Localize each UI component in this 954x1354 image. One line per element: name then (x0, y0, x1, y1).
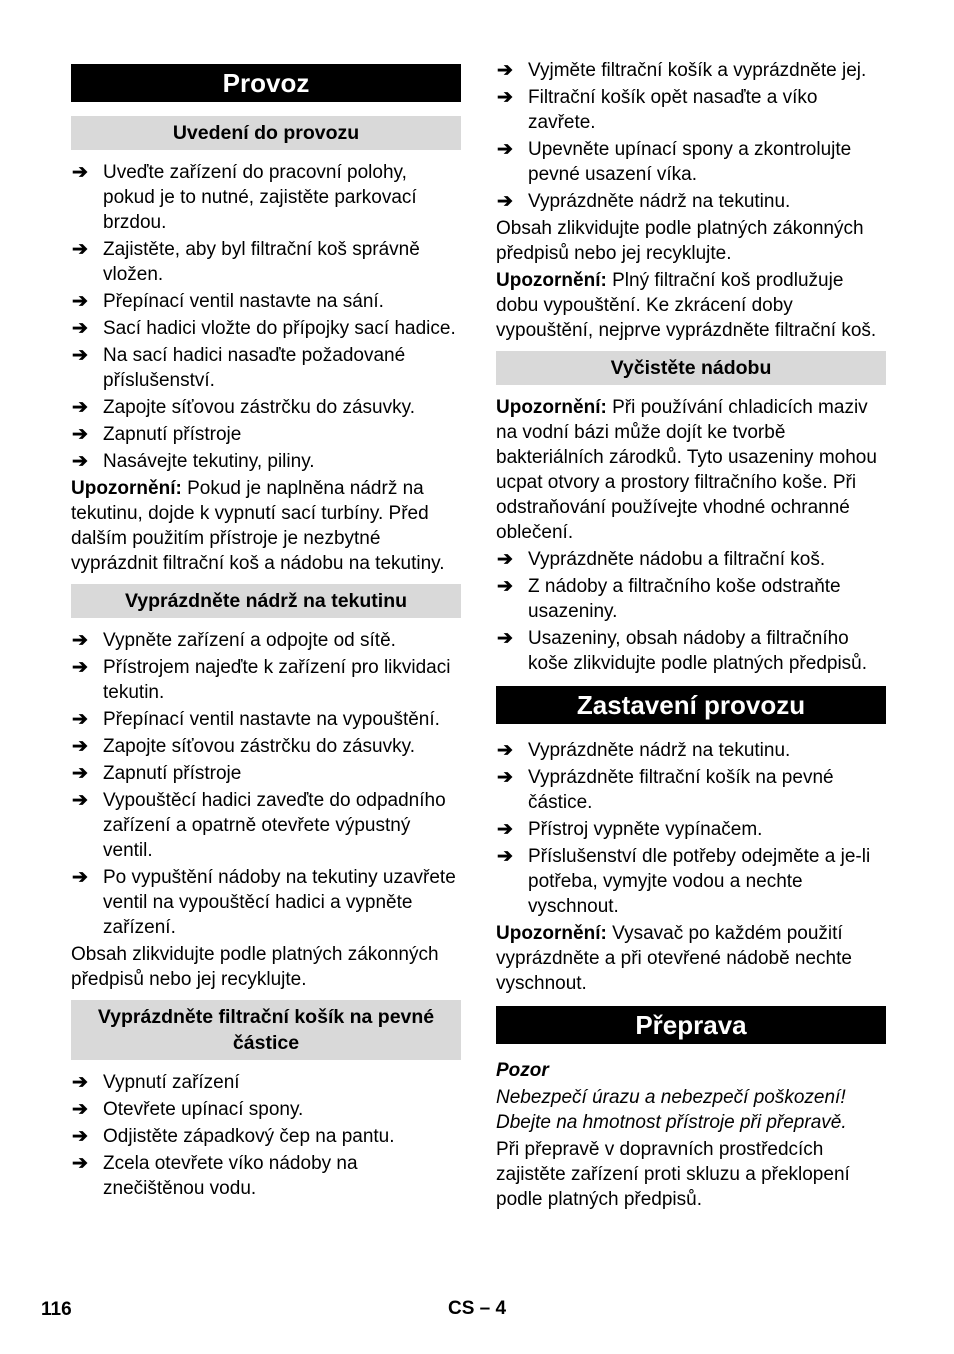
subsection-heading-uvedeni: Uvedení do provozu (71, 116, 461, 150)
arrow-right-icon: ➔ (497, 819, 513, 840)
list-item: ➔ Příslušenství dle potřeby odejměte a je-li potřeba, vymyjte vodou a nechte vyschnout. (497, 846, 871, 917)
list-item: ➔ Upevněte upínací spony a zkontrolujte pevné usazení víka. (497, 139, 852, 185)
subsection-heading-filtracni-kosik: Vyprázdněte filtrační košík na pevné částice (71, 1000, 461, 1060)
arrow-right-icon: ➔ (72, 736, 88, 757)
arrow-right-icon: ➔ (72, 867, 88, 888)
arrow-right-icon: ➔ (72, 1153, 88, 1174)
arrow-right-icon: ➔ (72, 239, 88, 260)
list-item: ➔ Zajistěte, aby byl filtrační koš správně vložen. (72, 239, 420, 285)
arrow-right-icon: ➔ (72, 790, 88, 811)
note-paragraph: Upozornění: Pokud je naplněna nádrž na tekutinu, dojde k vypnutí sací turbíny. Před dalším použitím přístroje je nezbytné vyprázdnit filtrační koš a nádobu na tekutiny. (71, 478, 445, 574)
arrow-right-icon: ➔ (72, 1126, 88, 1147)
list-item: ➔ Po vypuštění nádoby na tekutiny uzavřete ventil na vypouštěcí hadici a vypněte zařízení. (72, 867, 456, 938)
steps-uvedeni (71, 160, 461, 474)
arrow-right-icon: ➔ (497, 191, 513, 212)
list-item: ➔ Vyprázdněte nádrž na tekutinu. (497, 191, 791, 212)
arrow-right-icon: ➔ (72, 1099, 88, 1120)
right-column (496, 58, 886, 1214)
arrow-right-icon: ➔ (497, 139, 513, 160)
list-item: ➔ Otevřete upínací spony. (72, 1099, 304, 1120)
list-item: ➔ Zapojte síťovou zástrčku do zásuvky. (72, 397, 415, 418)
list-item: ➔ Vyjměte filtrační košík a vyprázdněte jej. (497, 60, 867, 81)
list-item: ➔ Přepínací ventil nastavte na vypouštění. (72, 709, 440, 730)
arrow-right-icon: ➔ (497, 549, 513, 570)
arrow-right-icon: ➔ (72, 345, 88, 366)
list-item: ➔ Z nádoby a filtračního koše odstraňte usazeniny. (497, 576, 841, 622)
steps-continued (496, 58, 886, 214)
list-item: ➔ Vypnutí zařízení (72, 1072, 240, 1093)
list-item: ➔ Zapnutí přístroje (72, 424, 242, 445)
list-item: ➔ Vyprázdněte nádrž na tekutinu. (497, 740, 791, 761)
arrow-right-icon: ➔ (497, 576, 513, 597)
list-item: ➔ Sací hadici vložte do přípojky sací hadice. (72, 318, 456, 339)
list-item: ➔ Na sací hadici nasaďte požadované příslušenství. (72, 345, 406, 391)
list-item: ➔ Přístroj vypněte vypínačem. (497, 819, 763, 840)
steps-zastaveni (496, 738, 886, 919)
list-item: ➔ Vypněte zařízení a odpojte od sítě. (72, 630, 396, 651)
body-paragraph: Obsah zlikvidujte podle platných zákonných předpisů nebo jej recyklujte. (496, 218, 864, 264)
arrow-right-icon: ➔ (72, 397, 88, 418)
arrow-right-icon: ➔ (72, 709, 88, 730)
arrow-right-icon: ➔ (497, 767, 513, 788)
warning-label: Pozor (496, 1060, 549, 1081)
section-title-zastaveni: Zastavení provozu (496, 686, 886, 724)
arrow-right-icon: ➔ (72, 657, 88, 678)
list-item: ➔ Vypouštěcí hadici zaveďte do odpadního zařízení a opatrně otevřete výpustný ventil. (72, 790, 446, 861)
subsection-heading-vyprazdnete-nadrz: Vyprázdněte nádrž na tekutinu (71, 584, 461, 618)
list-item: ➔ Přístrojem najeďte k zařízení pro likvidaci tekutin. (72, 657, 451, 703)
note-paragraph: Upozornění: Plný filtrační koš prodlužuje dobu vypouštění. Ke zkrácení doby vypouštění, nejprve vyprázdněte filtrační koš. (496, 270, 877, 341)
subsection-heading-vycistete-nadobu: Vyčistěte nádobu (496, 351, 886, 385)
note-paragraph: Upozornění: Při používání chladicích maziv na vodní bázi může dojít ke tvorbě bakteriálních zárodků. Tyto usazeniny mohou ucpat otvory a prostory filtračního koše. Při odstraňování používejte vhodné ochranné oblečení. (496, 397, 877, 543)
list-item: ➔ Usazeniny, obsah nádoby a filtračního koše zlikvidujte podle platných předpisů. (497, 628, 868, 674)
language-page-label: CS – 4 (448, 1298, 507, 1319)
list-item: ➔ Vyprázdněte nádobu a filtrační koš. (497, 549, 826, 570)
body-paragraph: Při přepravě v dopravních prostředcích zajistěte zařízení proti skluzu a překlopení podle platných předpisů. (496, 1139, 850, 1210)
warning-text: Nebezpečí úrazu a nebezpečí poškození! Dbejte na hmotnost přístroje při přepravě. (496, 1087, 847, 1133)
list-item: ➔ Filtrační košík opět nasaďte a víko zavřete. (497, 87, 818, 133)
list-item: ➔ Odjistěte západkový čep na pantu. (72, 1126, 395, 1147)
arrow-right-icon: ➔ (497, 846, 513, 867)
steps-vyprazdnete-nadrz (71, 628, 461, 940)
arrow-right-icon: ➔ (72, 318, 88, 339)
list-item: ➔ Zapnutí přístroje (72, 763, 242, 784)
arrow-right-icon: ➔ (72, 630, 88, 651)
section-title-preprava: Přeprava (496, 1006, 886, 1044)
list-item: ➔ Přepínací ventil nastavte na sání. (72, 291, 384, 312)
list-item: ➔ Nasávejte tekutiny, piliny. (72, 451, 315, 472)
arrow-right-icon: ➔ (72, 424, 88, 445)
body-paragraph: Obsah zlikvidujte podle platných zákonných předpisů nebo jej recyklujte. (71, 944, 439, 990)
arrow-right-icon: ➔ (72, 451, 88, 472)
steps-filtracni-kosik (71, 1070, 461, 1201)
arrow-right-icon: ➔ (497, 628, 513, 649)
list-item: ➔ Zapojte síťovou zástrčku do zásuvky. (72, 736, 415, 757)
steps-vycistete-nadobu (496, 547, 886, 676)
page-number: 116 (41, 1299, 72, 1320)
arrow-right-icon: ➔ (72, 162, 88, 183)
list-item: ➔ Vyprázdněte filtrační košík na pevné částice. (497, 767, 834, 813)
arrow-right-icon: ➔ (497, 60, 513, 81)
arrow-right-icon: ➔ (72, 291, 88, 312)
arrow-right-icon: ➔ (72, 763, 88, 784)
list-item: ➔ Zcela otevřete víko nádoby na znečištěnou vodu. (72, 1153, 358, 1199)
section-title-provoz: Provoz (71, 64, 461, 102)
arrow-right-icon: ➔ (497, 87, 513, 108)
list-item: ➔ Uveďte zařízení do pracovní polohy, pokud je to nutné, zajistěte parkovací brzdou. (72, 162, 417, 233)
left-column (71, 64, 461, 1203)
arrow-right-icon: ➔ (72, 1072, 88, 1093)
note-paragraph: Upozornění: Vysavač po každém použití vyprázdněte a při otevřené nádobě nechte vyschnout. (496, 923, 852, 994)
arrow-right-icon: ➔ (497, 740, 513, 761)
